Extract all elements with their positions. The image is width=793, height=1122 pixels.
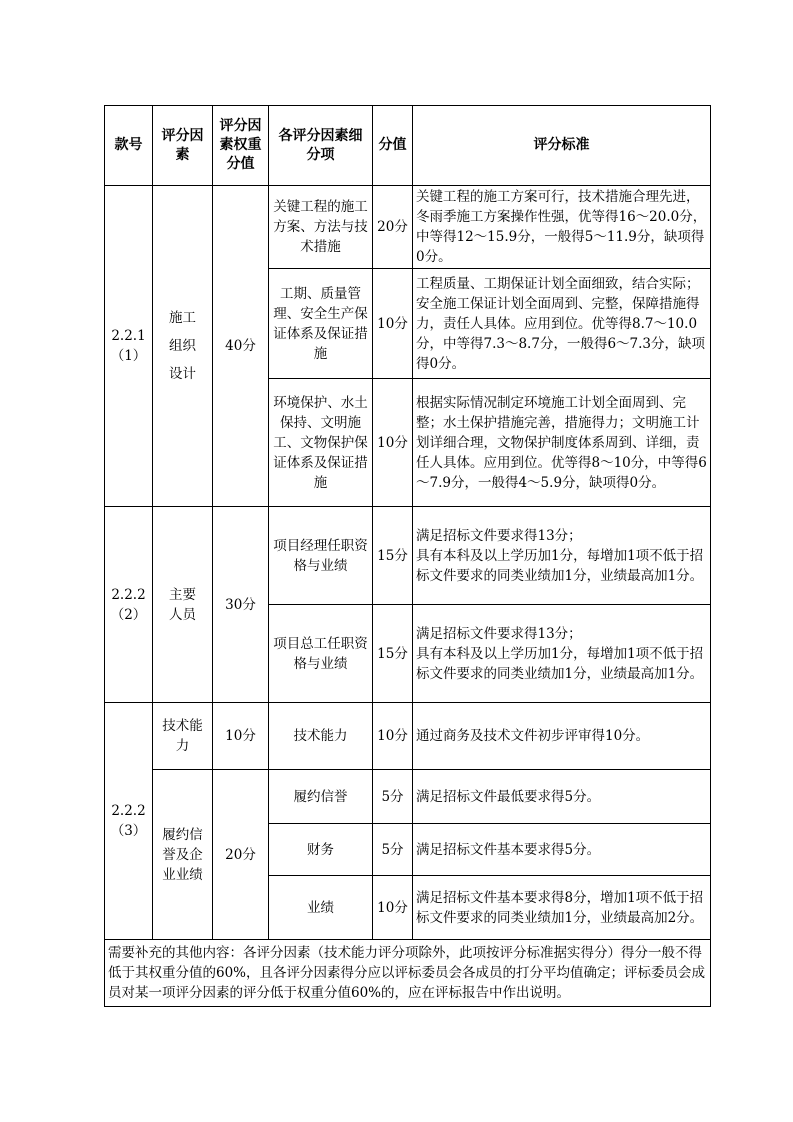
scoring-table	[104, 105, 711, 1007]
standard-line: 具有本科及以上学历加1分，每增加1项不低于招标文件要求的同类业绩加1分，业绩最高加1分。	[416, 645, 704, 682]
score-cell: 10分	[373, 703, 413, 770]
factor-cell: 技术能力	[153, 703, 213, 770]
header-standard: 评分标准	[413, 106, 711, 186]
factor-cell: 履约信誉及企业业绩	[153, 770, 213, 940]
score-cell: 15分	[373, 605, 413, 703]
table-row	[105, 507, 711, 605]
clause-no: 2.2.2（3）	[105, 703, 153, 940]
header-sub-item: 各评分因素细分项	[269, 106, 373, 186]
standard-cell: 关键工程的施工方案可行，技术措施合理先进，冬雨季施工方案操作性强，优等得16～20.0分，中等得12～15.9分，一般得5～11.9分，缺项得0分。	[413, 186, 711, 269]
header-clause-no: 款号	[105, 106, 153, 186]
score-cell: 20分	[373, 186, 413, 269]
header-factor: 评分因素	[153, 106, 213, 186]
table-row	[105, 770, 711, 824]
standard-cell: 满足招标文件基本要求得5分。	[413, 824, 711, 876]
standard-cell: 通过商务及技术文件初步评审得10分。	[413, 703, 711, 770]
clause-no: 2.2.2（2）	[105, 507, 153, 703]
factor-cell: 主要人员	[153, 507, 213, 703]
weight-cell: 40分	[213, 186, 269, 507]
table-row	[105, 186, 711, 269]
factor-cell: 施工组织设计	[153, 186, 213, 507]
header-score: 分值	[373, 106, 413, 186]
table-row	[105, 703, 711, 770]
note-row	[105, 940, 711, 1007]
standard-cell: 根据实际情况制定环境施工计划全面周到、完整；水土保护措施完善，措施得力；文明施工计划详细合理，文物保护制度体系周到、详细，责任人具体。应用到位。优等得8～10分，中等得6～7.9分，一般得4～5.9分，缺项得0分。	[413, 379, 711, 507]
standard-cell	[413, 605, 711, 703]
sub-item-cell: 关键工程的施工方案、方法与技术措施	[269, 186, 373, 269]
standard-cell: 工程质量、工期保证计划全面细致，结合实际；安全施工保证计划全面周到、完整，保障措施得力，责任人具体。应用到位。优等得8.7～10.0分，中等得7.3～8.7分，一般得6～7.3分，缺项得0分。	[413, 269, 711, 379]
sub-item-cell: 环境保护、水土保持、文明施工、文物保护保证体系及保证措施	[269, 379, 373, 507]
sub-item-cell: 履约信誉	[269, 770, 373, 824]
weight-cell: 20分	[213, 770, 269, 940]
score-cell: 5分	[373, 770, 413, 824]
standard-cell	[413, 507, 711, 605]
sub-item-cell: 业绩	[269, 876, 373, 940]
score-cell: 10分	[373, 269, 413, 379]
score-cell: 15分	[373, 507, 413, 605]
weight-cell: 10分	[213, 703, 269, 770]
sub-item-cell: 项目总工任职资格与业绩	[269, 605, 373, 703]
score-cell: 10分	[373, 876, 413, 940]
score-cell: 5分	[373, 824, 413, 876]
sub-item-cell: 财务	[269, 824, 373, 876]
sub-item-cell: 项目经理任职资格与业绩	[269, 507, 373, 605]
weight-cell: 30分	[213, 507, 269, 703]
standard-line: 满足招标文件要求得13分；	[416, 625, 582, 642]
supplementary-note: 需要补充的其他内容：各评分因素（技术能力评分项除外，此项按评分标准据实得分）得分一般不得低于其权重分值的60%，且各评分因素得分应以评标委员会各成员的打分平均值确定；评标委员会成员对某一项评分因素的评分低于权重分值60%的，应在评标报告中作出说明。	[105, 940, 711, 1007]
clause-no: 2.2.1（1）	[105, 186, 153, 507]
sub-item-cell: 工期、质量管理、安全生产保证体系及保证措施	[269, 269, 373, 379]
header-weight: 评分因素权重分值	[213, 106, 269, 186]
standard-cell: 满足招标文件基本要求得8分，增加1项不低于招标文件要求的同类业绩加1分，业绩最高加2分。	[413, 876, 711, 940]
standard-line: 具有本科及以上学历加1分，每增加1项不低于招标文件要求的同类业绩加1分，业绩最高加1分。	[416, 547, 704, 584]
header-row	[105, 106, 711, 186]
standard-line: 满足招标文件要求得13分；	[416, 527, 582, 544]
sub-item-cell: 技术能力	[269, 703, 373, 770]
standard-cell: 满足招标文件最低要求得5分。	[413, 770, 711, 824]
score-cell: 10分	[373, 379, 413, 507]
